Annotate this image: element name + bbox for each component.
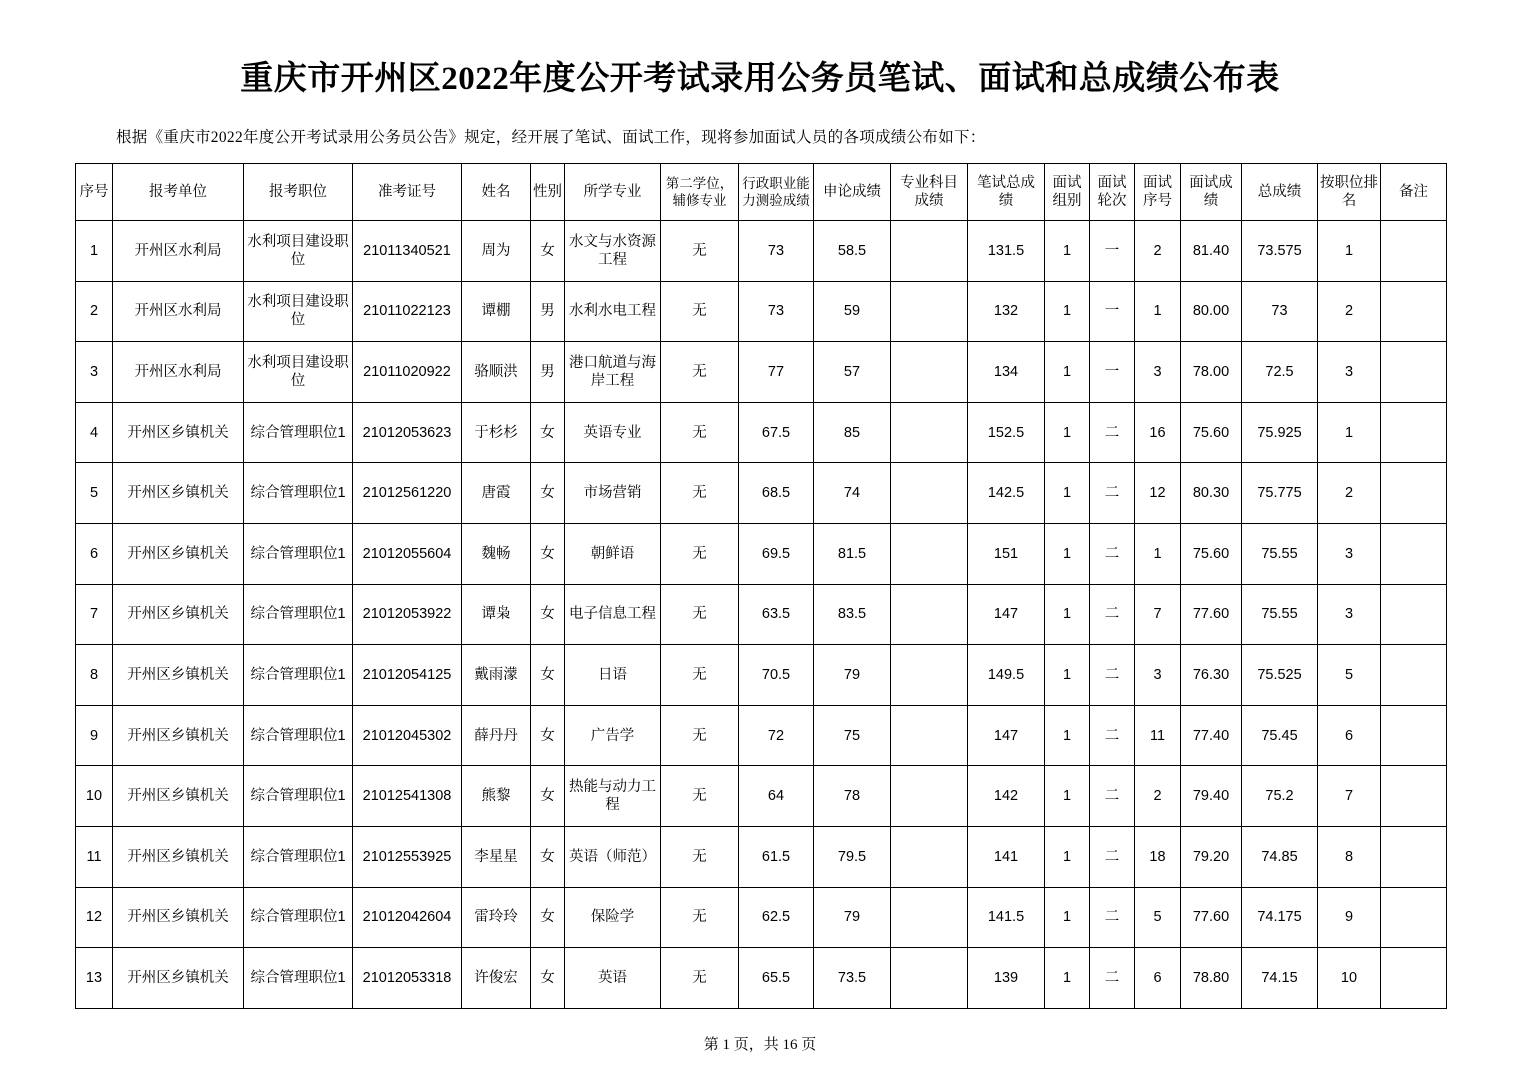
cell-interview: 77.60: [1181, 887, 1242, 948]
cell-note: [1381, 887, 1447, 948]
cell-interview: 81.40: [1181, 221, 1242, 282]
cell-rank: 3: [1318, 584, 1381, 645]
cell-essay: 81.5: [814, 523, 891, 584]
header-major: 所学专业: [565, 164, 661, 221]
cell-unit: 开州区乡镇机关: [113, 705, 244, 766]
cell-exam-no: 21012053318: [353, 948, 462, 1009]
cell-name: 谭棚: [462, 281, 531, 342]
table-row: [76, 705, 1447, 766]
cell-round: 二: [1090, 584, 1135, 645]
cell-order: 1: [1135, 523, 1181, 584]
header-position: 报考职位: [244, 164, 353, 221]
cell-unit: 开州区乡镇机关: [113, 766, 244, 827]
cell-note: [1381, 766, 1447, 827]
cell-major: 广告学: [565, 705, 661, 766]
cell-specialty: [891, 402, 968, 463]
cell-rank: 3: [1318, 342, 1381, 403]
cell-aptitude: 62.5: [739, 887, 814, 948]
cell-unit: 开州区乡镇机关: [113, 523, 244, 584]
cell-written-total: 142.5: [968, 463, 1045, 524]
cell-specialty: [891, 826, 968, 887]
cell-rank: 8: [1318, 826, 1381, 887]
cell-round: 二: [1090, 523, 1135, 584]
cell-position: 综合管理职位1: [244, 766, 353, 827]
cell-order: 12: [1135, 463, 1181, 524]
cell-position: 水利项目建设职位: [244, 342, 353, 403]
cell-total: 73.575: [1242, 221, 1318, 282]
cell-exam-no: 21012045302: [353, 705, 462, 766]
cell-specialty: [891, 887, 968, 948]
cell-order: 11: [1135, 705, 1181, 766]
cell-total: 75.2: [1242, 766, 1318, 827]
cell-interview: 77.40: [1181, 705, 1242, 766]
cell-name: 唐霞: [462, 463, 531, 524]
cell-round: 二: [1090, 887, 1135, 948]
cell-position: 综合管理职位1: [244, 826, 353, 887]
cell-unit: 开州区水利局: [113, 221, 244, 282]
cell-seq: 7: [76, 584, 113, 645]
cell-order: 2: [1135, 766, 1181, 827]
cell-second-degree: 无: [661, 463, 739, 524]
header-group: 面试组别: [1045, 164, 1090, 221]
cell-name: 谭枭: [462, 584, 531, 645]
cell-round: 一: [1090, 281, 1135, 342]
cell-major: 电子信息工程: [565, 584, 661, 645]
cell-specialty: [891, 281, 968, 342]
cell-total: 74.85: [1242, 826, 1318, 887]
table-row: [76, 342, 1447, 403]
cell-gender: 女: [531, 402, 565, 463]
cell-specialty: [891, 705, 968, 766]
cell-total: 73: [1242, 281, 1318, 342]
cell-unit: 开州区乡镇机关: [113, 887, 244, 948]
cell-gender: 女: [531, 523, 565, 584]
scores-table: [75, 163, 1447, 1009]
header-second-degree: 第二学位，辅修专业: [661, 164, 739, 221]
cell-name: 魏畅: [462, 523, 531, 584]
cell-group: 1: [1045, 523, 1090, 584]
cell-position: 水利项目建设职位: [244, 221, 353, 282]
cell-aptitude: 61.5: [739, 826, 814, 887]
cell-order: 6: [1135, 948, 1181, 1009]
cell-exam-no: 21012561220: [353, 463, 462, 524]
cell-rank: 2: [1318, 463, 1381, 524]
cell-name: 李星星: [462, 826, 531, 887]
cell-interview: 80.30: [1181, 463, 1242, 524]
cell-round: 二: [1090, 766, 1135, 827]
cell-second-degree: 无: [661, 645, 739, 706]
cell-exam-no: 21011022123: [353, 281, 462, 342]
cell-unit: 开州区乡镇机关: [113, 645, 244, 706]
cell-major: 水文与水资源工程: [565, 221, 661, 282]
cell-gender: 女: [531, 584, 565, 645]
cell-rank: 2: [1318, 281, 1381, 342]
cell-group: 1: [1045, 705, 1090, 766]
cell-second-degree: 无: [661, 948, 739, 1009]
cell-name: 骆顺洪: [462, 342, 531, 403]
cell-group: 1: [1045, 281, 1090, 342]
intro-text: 根据《重庆市2022年度公开考试录用公务员公告》规定，经开展了笔试、面试工作，现将参加面试人员的各项成绩公布如下：: [116, 129, 986, 146]
header-written-total: 笔试总成绩: [968, 164, 1045, 221]
cell-position: 综合管理职位1: [244, 887, 353, 948]
cell-note: [1381, 523, 1447, 584]
cell-group: 1: [1045, 342, 1090, 403]
cell-major: 水利水电工程: [565, 281, 661, 342]
cell-total: 75.45: [1242, 705, 1318, 766]
cell-rank: 1: [1318, 402, 1381, 463]
cell-round: 二: [1090, 948, 1135, 1009]
cell-written-total: 132: [968, 281, 1045, 342]
cell-rank: 6: [1318, 705, 1381, 766]
cell-major: 保险学: [565, 887, 661, 948]
cell-written-total: 131.5: [968, 221, 1045, 282]
cell-unit: 开州区水利局: [113, 281, 244, 342]
cell-seq: 12: [76, 887, 113, 948]
header-essay: 申论成绩: [814, 164, 891, 221]
cell-major: 英语专业: [565, 402, 661, 463]
cell-essay: 73.5: [814, 948, 891, 1009]
cell-written-total: 142: [968, 766, 1045, 827]
cell-position: 综合管理职位1: [244, 463, 353, 524]
cell-essay: 78: [814, 766, 891, 827]
cell-gender: 女: [531, 221, 565, 282]
cell-major: 英语（师范）: [565, 826, 661, 887]
header-rank: 按职位排名: [1318, 164, 1381, 221]
cell-exam-no: 21012054125: [353, 645, 462, 706]
cell-gender: 女: [531, 948, 565, 1009]
cell-interview: 75.60: [1181, 402, 1242, 463]
cell-seq: 2: [76, 281, 113, 342]
header-note: 备注: [1381, 164, 1447, 221]
cell-rank: 7: [1318, 766, 1381, 827]
cell-second-degree: 无: [661, 887, 739, 948]
cell-written-total: 134: [968, 342, 1045, 403]
cell-rank: 3: [1318, 523, 1381, 584]
cell-second-degree: 无: [661, 584, 739, 645]
cell-name: 于杉杉: [462, 402, 531, 463]
cell-specialty: [891, 584, 968, 645]
cell-total: 72.5: [1242, 342, 1318, 403]
cell-group: 1: [1045, 645, 1090, 706]
cell-exam-no: 21011340521: [353, 221, 462, 282]
cell-interview: 79.40: [1181, 766, 1242, 827]
cell-written-total: 151: [968, 523, 1045, 584]
cell-gender: 女: [531, 645, 565, 706]
cell-total: 75.775: [1242, 463, 1318, 524]
cell-unit: 开州区水利局: [113, 342, 244, 403]
cell-seq: 6: [76, 523, 113, 584]
cell-unit: 开州区乡镇机关: [113, 402, 244, 463]
cell-aptitude: 69.5: [739, 523, 814, 584]
cell-specialty: [891, 645, 968, 706]
cell-group: 1: [1045, 766, 1090, 827]
cell-round: 二: [1090, 645, 1135, 706]
cell-aptitude: 70.5: [739, 645, 814, 706]
cell-exam-no: 21011020922: [353, 342, 462, 403]
cell-note: [1381, 463, 1447, 524]
cell-second-degree: 无: [661, 402, 739, 463]
cell-second-degree: 无: [661, 705, 739, 766]
cell-round: 二: [1090, 463, 1135, 524]
cell-note: [1381, 584, 1447, 645]
cell-interview: 78.80: [1181, 948, 1242, 1009]
cell-seq: 11: [76, 826, 113, 887]
cell-aptitude: 68.5: [739, 463, 814, 524]
cell-rank: 9: [1318, 887, 1381, 948]
cell-seq: 8: [76, 645, 113, 706]
cell-written-total: 139: [968, 948, 1045, 1009]
header-gender: 性别: [531, 164, 565, 221]
cell-second-degree: 无: [661, 766, 739, 827]
cell-order: 3: [1135, 342, 1181, 403]
cell-aptitude: 72: [739, 705, 814, 766]
cell-exam-no: 21012553925: [353, 826, 462, 887]
header-seq: 序号: [76, 164, 113, 221]
cell-rank: 5: [1318, 645, 1381, 706]
table-row: [76, 766, 1447, 827]
cell-unit: 开州区乡镇机关: [113, 948, 244, 1009]
cell-second-degree: 无: [661, 221, 739, 282]
cell-round: 一: [1090, 221, 1135, 282]
cell-note: [1381, 826, 1447, 887]
cell-group: 1: [1045, 402, 1090, 463]
cell-seq: 10: [76, 766, 113, 827]
cell-essay: 85: [814, 402, 891, 463]
cell-exam-no: 21012541308: [353, 766, 462, 827]
header-row: [76, 164, 1447, 221]
cell-group: 1: [1045, 826, 1090, 887]
header-interview: 面试成绩: [1181, 164, 1242, 221]
cell-essay: 83.5: [814, 584, 891, 645]
cell-order: 1: [1135, 281, 1181, 342]
cell-specialty: [891, 463, 968, 524]
cell-major: 日语: [565, 645, 661, 706]
cell-gender: 女: [531, 826, 565, 887]
cell-name: 薛丹丹: [462, 705, 531, 766]
cell-gender: 女: [531, 463, 565, 524]
cell-interview: 80.00: [1181, 281, 1242, 342]
cell-major: 热能与动力工程: [565, 766, 661, 827]
cell-name: 雷玲玲: [462, 887, 531, 948]
cell-interview: 79.20: [1181, 826, 1242, 887]
cell-name: 戴雨濛: [462, 645, 531, 706]
cell-total: 74.15: [1242, 948, 1318, 1009]
cell-unit: 开州区乡镇机关: [113, 826, 244, 887]
cell-interview: 78.00: [1181, 342, 1242, 403]
cell-aptitude: 64: [739, 766, 814, 827]
table-row: [76, 645, 1447, 706]
cell-aptitude: 67.5: [739, 402, 814, 463]
cell-specialty: [891, 766, 968, 827]
table-row: [76, 281, 1447, 342]
cell-essay: 79: [814, 887, 891, 948]
cell-interview: 77.60: [1181, 584, 1242, 645]
cell-name: 熊黎: [462, 766, 531, 827]
header-name: 姓名: [462, 164, 531, 221]
table-row: [76, 887, 1447, 948]
cell-essay: 59: [814, 281, 891, 342]
cell-total: 75.925: [1242, 402, 1318, 463]
cell-unit: 开州区乡镇机关: [113, 463, 244, 524]
cell-second-degree: 无: [661, 826, 739, 887]
cell-round: 二: [1090, 826, 1135, 887]
page-footer: 第 1 页，共 16 页: [703, 1037, 817, 1053]
cell-position: 综合管理职位1: [244, 584, 353, 645]
cell-second-degree: 无: [661, 281, 739, 342]
table-header: [76, 164, 1447, 221]
cell-aptitude: 65.5: [739, 948, 814, 1009]
table-row: [76, 523, 1447, 584]
cell-total: 74.175: [1242, 887, 1318, 948]
cell-exam-no: 21012055604: [353, 523, 462, 584]
cell-position: 综合管理职位1: [244, 645, 353, 706]
cell-rank: 10: [1318, 948, 1381, 1009]
cell-group: 1: [1045, 221, 1090, 282]
cell-total: 75.525: [1242, 645, 1318, 706]
cell-aptitude: 73: [739, 221, 814, 282]
header-specialty: 专业科目成绩: [891, 164, 968, 221]
header-exam-no: 准考证号: [353, 164, 462, 221]
cell-specialty: [891, 523, 968, 584]
cell-group: 1: [1045, 584, 1090, 645]
cell-exam-no: 21012053922: [353, 584, 462, 645]
header-order: 面试序号: [1135, 164, 1181, 221]
table-row: [76, 584, 1447, 645]
cell-written-total: 141: [968, 826, 1045, 887]
cell-major: 朝鲜语: [565, 523, 661, 584]
cell-rank: 1: [1318, 221, 1381, 282]
cell-note: [1381, 705, 1447, 766]
table-body: [76, 221, 1447, 1009]
header-aptitude: 行政职业能力测验成绩: [739, 164, 814, 221]
cell-position: 综合管理职位1: [244, 523, 353, 584]
header-total: 总成绩: [1242, 164, 1318, 221]
cell-order: 3: [1135, 645, 1181, 706]
table-row: [76, 826, 1447, 887]
cell-major: 英语: [565, 948, 661, 1009]
cell-position: 综合管理职位1: [244, 705, 353, 766]
cell-gender: 女: [531, 705, 565, 766]
cell-group: 1: [1045, 887, 1090, 948]
table-row: [76, 948, 1447, 1009]
cell-major: 港口航道与海岸工程: [565, 342, 661, 403]
cell-major: 市场营销: [565, 463, 661, 524]
cell-aptitude: 63.5: [739, 584, 814, 645]
cell-seq: 3: [76, 342, 113, 403]
cell-note: [1381, 948, 1447, 1009]
cell-round: 二: [1090, 402, 1135, 463]
cell-gender: 男: [531, 342, 565, 403]
cell-order: 2: [1135, 221, 1181, 282]
cell-second-degree: 无: [661, 342, 739, 403]
cell-aptitude: 73: [739, 281, 814, 342]
cell-written-total: 149.5: [968, 645, 1045, 706]
cell-essay: 58.5: [814, 221, 891, 282]
cell-note: [1381, 645, 1447, 706]
cell-gender: 男: [531, 281, 565, 342]
cell-note: [1381, 402, 1447, 463]
cell-exam-no: 21012053623: [353, 402, 462, 463]
cell-written-total: 152.5: [968, 402, 1045, 463]
cell-aptitude: 77: [739, 342, 814, 403]
cell-name: 周为: [462, 221, 531, 282]
cell-essay: 79.5: [814, 826, 891, 887]
cell-seq: 4: [76, 402, 113, 463]
cell-round: 二: [1090, 705, 1135, 766]
cell-order: 5: [1135, 887, 1181, 948]
cell-position: 水利项目建设职位: [244, 281, 353, 342]
cell-seq: 9: [76, 705, 113, 766]
cell-specialty: [891, 342, 968, 403]
cell-total: 75.55: [1242, 584, 1318, 645]
table-row: [76, 221, 1447, 282]
header-round: 面试轮次: [1090, 164, 1135, 221]
cell-name: 许俊宏: [462, 948, 531, 1009]
cell-gender: 女: [531, 887, 565, 948]
cell-essay: 79: [814, 645, 891, 706]
cell-specialty: [891, 221, 968, 282]
cell-second-degree: 无: [661, 523, 739, 584]
cell-written-total: 147: [968, 584, 1045, 645]
cell-position: 综合管理职位1: [244, 948, 353, 1009]
cell-interview: 76.30: [1181, 645, 1242, 706]
table-row: [76, 463, 1447, 524]
cell-gender: 女: [531, 766, 565, 827]
cell-unit: 开州区乡镇机关: [113, 584, 244, 645]
cell-seq: 1: [76, 221, 113, 282]
cell-group: 1: [1045, 463, 1090, 524]
cell-specialty: [891, 948, 968, 1009]
cell-note: [1381, 221, 1447, 282]
cell-order: 16: [1135, 402, 1181, 463]
cell-essay: 75: [814, 705, 891, 766]
cell-note: [1381, 342, 1447, 403]
cell-note: [1381, 281, 1447, 342]
cell-seq: 13: [76, 948, 113, 1009]
cell-group: 1: [1045, 948, 1090, 1009]
cell-essay: 57: [814, 342, 891, 403]
cell-total: 75.55: [1242, 523, 1318, 584]
header-unit: 报考单位: [113, 164, 244, 221]
cell-position: 综合管理职位1: [244, 402, 353, 463]
cell-seq: 5: [76, 463, 113, 524]
cell-order: 7: [1135, 584, 1181, 645]
cell-round: 一: [1090, 342, 1135, 403]
cell-essay: 74: [814, 463, 891, 524]
cell-interview: 75.60: [1181, 523, 1242, 584]
page-title: 重庆市开州区2022年度公开考试录用公务员笔试、面试和总成绩公布表: [240, 61, 1280, 97]
cell-written-total: 141.5: [968, 887, 1045, 948]
table-row: [76, 402, 1447, 463]
cell-order: 18: [1135, 826, 1181, 887]
cell-exam-no: 21012042604: [353, 887, 462, 948]
cell-written-total: 147: [968, 705, 1045, 766]
